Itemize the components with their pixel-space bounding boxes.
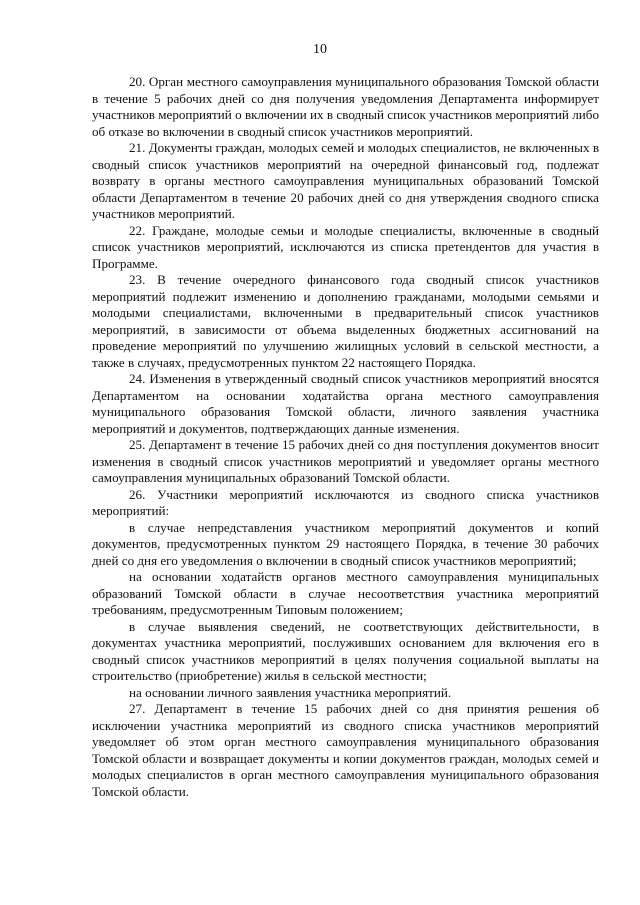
paragraph-26-case-false-info: в случае выявления сведений, не соответствующих действительности, в документах участника мероприятий, послуживших основанием для включения его в сводный список участников мероприятий в целях получения социальной выплаты на строительство (приобретение) жилья в сельской местности; — [92, 618, 599, 683]
paragraph-23: 23. В течение очередного финансового года сводный список участников мероприятий подлежит изменению и дополнению гражданами, молодыми семьями и молодыми специалистами, включенными в предварительный список участников мероприятий, в зависимости от объема выделенных бюджетных ассигнований на проведение мероприятий по улучшению жилищных условий в сельской местности, а также в случаях, предусмотренных пунктом 22 настоящего Порядка. — [92, 272, 599, 370]
document-body — [92, 74, 599, 800]
paragraph-26-case-documents: в случае непредставления участником мероприятий документов и копий документов, предусмотренных пунктом 29 настоящего Порядка, в течение 30 рабочих дней со дня его уведомления о включении в сводный список участников мероприятий; — [92, 519, 599, 568]
paragraph-26: 26. Участники мероприятий исключаются из сводного списка участников мероприятий: — [92, 486, 599, 518]
paragraph-26-case-personal-request: на основании личного заявления участника мероприятий. — [129, 684, 452, 700]
paragraph-25: 25. Департамент в течение 15 рабочих дней со дня поступления документов вносит изменения в сводный список участников мероприятий и уведомляет органы местного самоуправления муниципальных образований Томской области. — [92, 437, 599, 485]
paragraph-22: 22. Граждане, молодые семьи и молодые специалисты, включенные в сводный список участников мероприятий, исключаются из списка претендентов для участия в Программе. — [92, 222, 599, 271]
page-number: 10 — [313, 42, 327, 57]
paragraph-27: 27. Департамент в течение 15 рабочих дней со дня принятия решения об исключении участника мероприятий из сводного списка участников мероприятий уведомляет об этом орган местного самоуправления муниципального образования Томской области и возвращает документы и копии документов граждан, молодых семей и молодых специалистов в орган местного самоуправления муниципального образования Томской области. — [92, 701, 599, 799]
paragraph-20: 20. Орган местного самоуправления муниципального образования Томской области в течение 5 рабочих дней со дня получения уведомления Департамента информирует участников мероприятий о включении их в сводный список участников мероприятий либо об отказе во включении в сводный список участников мероприятий. — [92, 74, 599, 139]
paragraph-24: 24. Изменения в утвержденный сводный список участников мероприятий вносятся Департаментом на основании ходатайства органа местного самоуправления муниципального образования Томской области, личного заявления участника мероприятий и документов, подтверждающих данные изменения. — [92, 371, 599, 436]
paragraph-21: 21. Документы граждан, молодых семей и молодых специалистов, не включенных в сводный список участников мероприятий на очередной финансовый год, подлежат возврату в органы местного самоуправления муниципальных образований Томской области Департаментом в течение 20 рабочих дней со дня утверждения сводного списка участников мероприятий. — [92, 140, 599, 221]
paragraph-26-case-petition: на основании ходатайств органов местного самоуправления муниципальных образований Томской области в случае несоответствия участника мероприятий требованиям, предусмотренным Типовым положением; — [92, 569, 599, 617]
